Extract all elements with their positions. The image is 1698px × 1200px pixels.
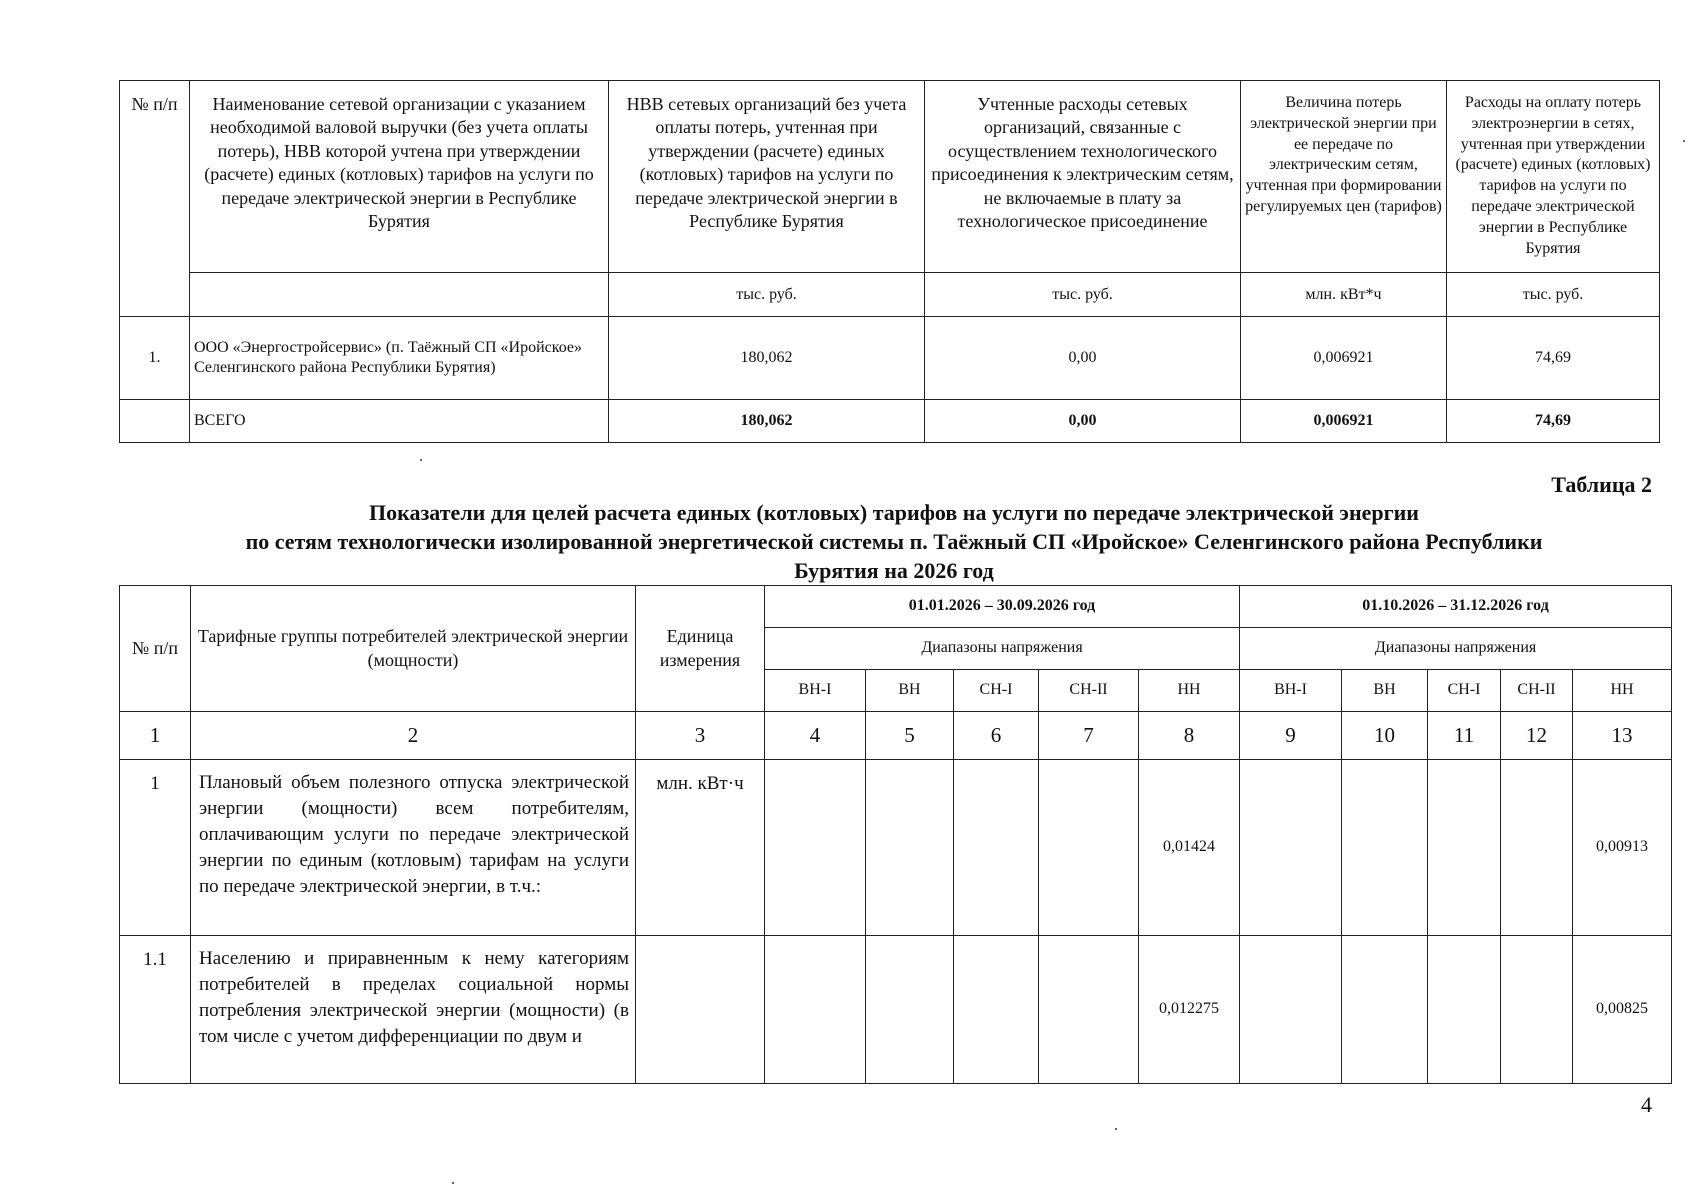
empty-cell [1342, 760, 1428, 936]
col-number: 5 [866, 712, 954, 760]
scan-speck [1683, 140, 1685, 142]
t1-row1-num: 1. [120, 317, 190, 400]
col-number: 10 [1342, 712, 1428, 760]
t1-unit-tech: тыс. руб. [925, 273, 1241, 317]
col-number: 13 [1573, 712, 1672, 760]
t2-row1-nn2: 0,00913 [1573, 760, 1672, 936]
empty-cell [1428, 760, 1501, 936]
losses-table [119, 80, 1660, 443]
t2-header-period1: 01.01.2026 – 30.09.2026 год [765, 586, 1240, 628]
col-number: 2 [191, 712, 636, 760]
t1-row1-loss-cost: 74,69 [1447, 317, 1660, 400]
empty-cell [1240, 760, 1342, 936]
scan-speck [1115, 1128, 1117, 1130]
scan-speck [420, 459, 422, 461]
page-number: 4 [1641, 1092, 1652, 1117]
empty-cell [1240, 936, 1342, 1084]
t1-header-losses: Величина потерь электрической энергии при ее передаче по электрическим сетям, учтенная при формировании регулируемых цен (тарифов) [1241, 81, 1447, 273]
empty-cell [1039, 936, 1139, 1084]
t1-total-loss-cost: 74,69 [1447, 400, 1660, 443]
t1-unit-losses: млн. кВт*ч [1241, 273, 1447, 317]
t1-header-num: № п/п [120, 81, 190, 317]
t1-header-name: Наименование сетевой организации с указанием необходимой валовой выручки (без учета оплаты потерь), НВВ которой учтена при утверждении (расчете) единых (котловых) тарифов на услуги по передаче электрической энергии в Республике Бурятия [190, 81, 609, 273]
table2-title-line2: по сетям технологически изолированной энергетической системы п. Таёжный СП «Иройское» Селенгинского района Республики [245, 529, 1543, 554]
t2-header-period2: 01.10.2026 – 31.12.2026 год [1240, 586, 1672, 628]
t2-level: СН-II [1501, 670, 1573, 712]
t2-row2-name: Населению и приравненным к нему категориям потребителей в пределах социальной нормы потребления электрической энергии (мощности) (в том числе с учетом дифференциации по двум и [191, 936, 636, 1084]
t2-row1-name: Плановый объем полезного отпуска электрической энергии (мощности) всем потребителям, оплачивающим услуги по передаче электрической энергии по единым (котловым) тарифам на услуги по передаче электрической энергии, в т.ч.: [191, 760, 636, 936]
t2-row2-nn2: 0,00825 [1573, 936, 1672, 1084]
empty-cell [866, 936, 954, 1084]
t2-row1-num: 1 [120, 760, 191, 936]
table-row [120, 317, 1660, 400]
column-number-row [120, 712, 1672, 760]
empty-cell [1428, 936, 1501, 1084]
empty-cell [1039, 760, 1139, 936]
t2-level: ВН [1342, 670, 1428, 712]
col-number: 8 [1139, 712, 1240, 760]
t2-level: СН-II [1039, 670, 1139, 712]
t2-row2-unit [636, 936, 765, 1084]
scan-speck [452, 1182, 454, 1184]
t2-header-ranges1: Диапазоны напряжения [765, 628, 1240, 670]
t1-unit-nvv: тыс. руб. [609, 273, 925, 317]
table-row [120, 760, 1672, 936]
t1-row1-tech: 0,00 [925, 317, 1241, 400]
empty-cell [866, 760, 954, 936]
t2-row2-num: 1.1 [120, 936, 191, 1084]
t1-unit-empty [190, 273, 609, 317]
empty-cell [1501, 760, 1573, 936]
empty-cell [1342, 936, 1428, 1084]
table2-title-line3: Бурятия на 2026 год [794, 558, 994, 583]
t2-level: ВН-I [765, 670, 866, 712]
col-number: 12 [1501, 712, 1573, 760]
empty-cell [1501, 936, 1573, 1084]
empty-cell [765, 936, 866, 1084]
t2-level: СН-I [1428, 670, 1501, 712]
t1-row1-name: ООО «Энергостройсервис» (п. Таёжный СП «Иройское» Селенгинского района Республики Бурятия) [190, 317, 609, 400]
t1-total-nvv: 180,062 [609, 400, 925, 443]
t2-row1-unit: млн. кВт·ч [636, 760, 765, 936]
t1-header-tech: Учтенные расходы сетевых организаций, связанные с осуществлением технологического присоединения к электрическим сетям, не включаемые в плату за технологическое присоединение [925, 81, 1241, 273]
empty-cell [765, 760, 866, 936]
col-number: 11 [1428, 712, 1501, 760]
t2-level: ВН [866, 670, 954, 712]
t2-level: СН-I [954, 670, 1039, 712]
t1-total-tech: 0,00 [925, 400, 1241, 443]
col-number: 3 [636, 712, 765, 760]
t2-row2-nn1: 0,012275 [1139, 936, 1240, 1084]
empty-cell [954, 760, 1039, 936]
t1-total-name: ВСЕГО [190, 400, 609, 443]
t2-level: НН [1139, 670, 1240, 712]
table2-title-line1: Показатели для целей расчета единых (котловых) тарифов на услуги по передаче электрической энергии [369, 500, 1419, 525]
t2-level: ВН-I [1240, 670, 1342, 712]
t1-row1-nvv: 180,062 [609, 317, 925, 400]
t1-total-losses: 0,006921 [1241, 400, 1447, 443]
tariff-indicators-table [119, 585, 1672, 1084]
table2-label: Таблица 2 [1551, 472, 1652, 497]
t2-row1-nn1: 0,01424 [1139, 760, 1240, 936]
t2-level: НН [1573, 670, 1672, 712]
col-number: 6 [954, 712, 1039, 760]
t2-header-groups: Тарифные группы потребителей электрической энергии (мощности) [191, 586, 636, 712]
t1-header-loss-cost: Расходы на оплату потерь электроэнергии в сетях, учтенная при утверждении (расчете) единых (котловых) тарифов на услуги по передаче электрической энергии в Республике Бурятия [1447, 81, 1660, 273]
t1-total-num [120, 400, 190, 443]
col-number: 1 [120, 712, 191, 760]
t2-header-num: № п/п [120, 586, 191, 712]
t2-header-unit: Единица измерения [636, 586, 765, 712]
t1-unit-loss-cost: тыс. руб. [1447, 273, 1660, 317]
t1-row1-losses: 0,006921 [1241, 317, 1447, 400]
t2-header-ranges2: Диапазоны напряжения [1240, 628, 1672, 670]
table-row-total [120, 400, 1660, 443]
col-number: 9 [1240, 712, 1342, 760]
col-number: 7 [1039, 712, 1139, 760]
t1-header-nvv: НВВ сетевых организаций без учета оплаты потерь, учтенная при утверждении (расчете) единых (котловых) тарифов на услуги по передаче электрической энергии в Республике Бурятия [609, 81, 925, 273]
empty-cell [954, 936, 1039, 1084]
table-row [120, 936, 1672, 1084]
col-number: 4 [765, 712, 866, 760]
table2-title [119, 498, 1669, 585]
